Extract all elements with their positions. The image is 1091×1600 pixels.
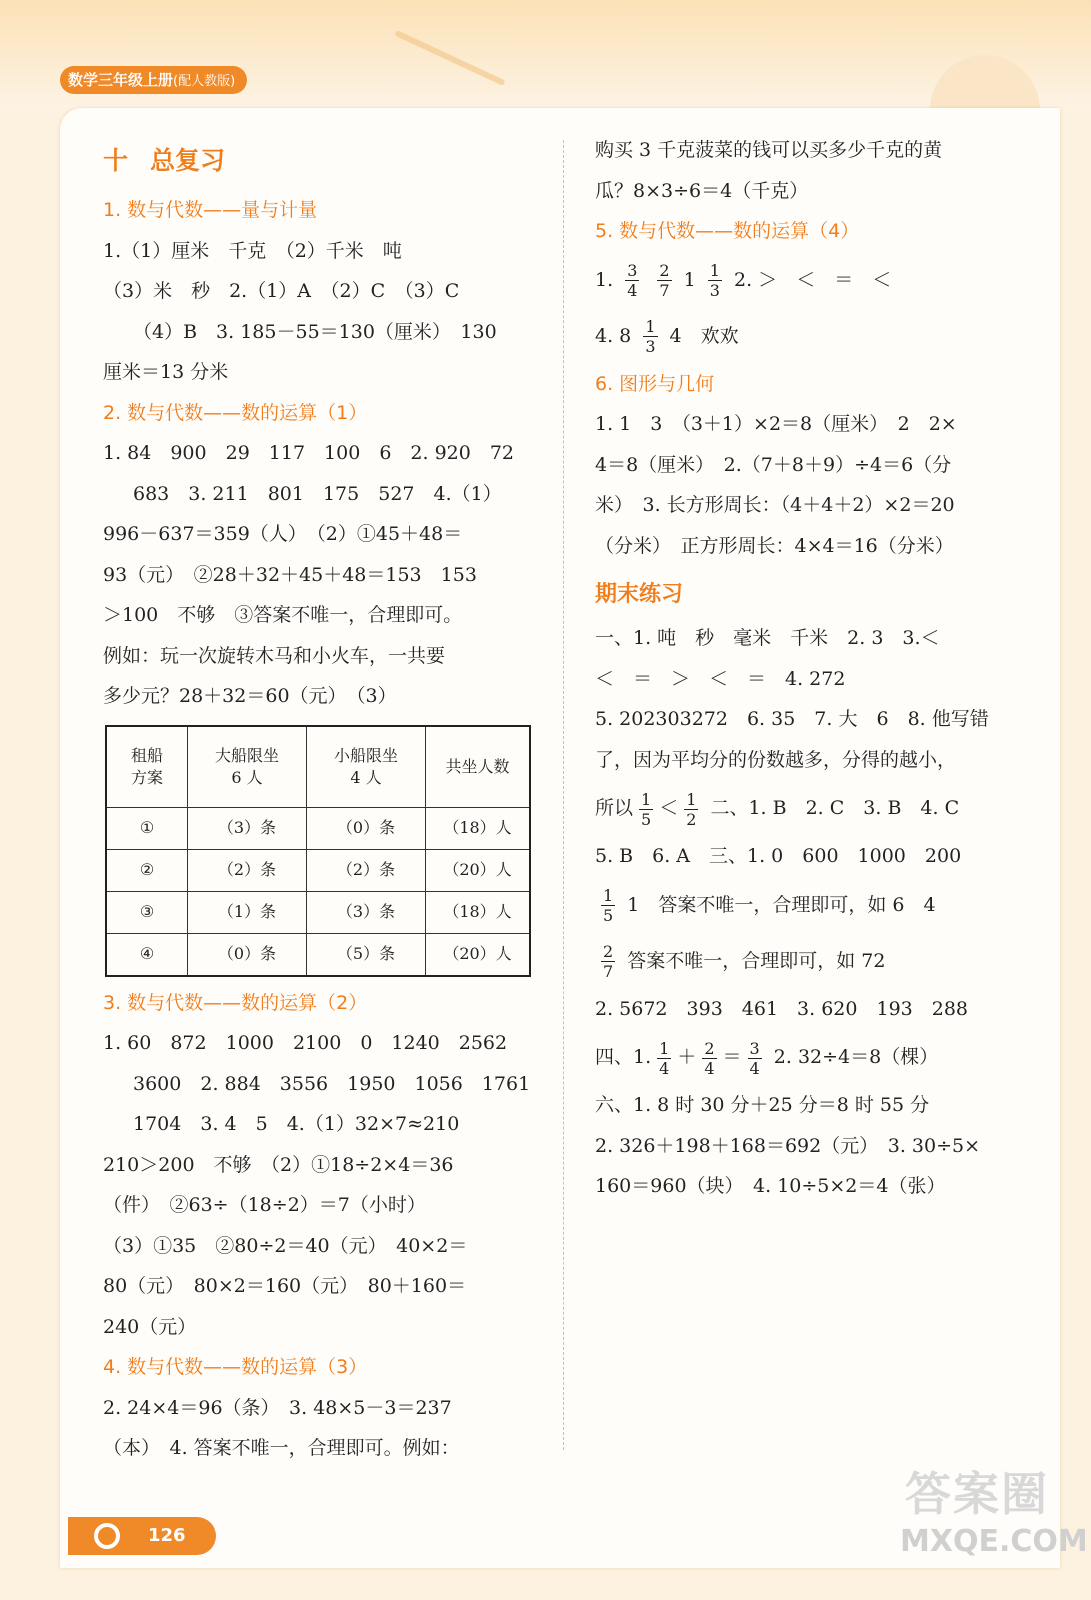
table-cell: （0）条 [188,933,307,976]
chapter-title: 总复习 [150,146,226,175]
fraction: $\frac{1}{5}$ [641,789,652,829]
table-row [106,849,530,891]
answer-line: 例如：玩一次旋转木马和小火车，一共要 [103,644,446,667]
answer-line: （本） 4. 答案不唯一，合理即可。例如： [103,1437,460,1459]
chapter-heading [103,130,533,190]
fraction: $\frac{2}{7}$ [659,261,670,300]
answer-line: 一、1. 吨 秒 毫米 千米 2. 3 3.＜ [595,627,940,649]
section-title: 1. 数与代数——量与计量 [103,199,318,221]
table-cell: （5）条 [307,933,426,976]
table-header-cell: 租船 方案 [106,726,188,808]
page-number: 126 [148,1525,186,1546]
answer-line: 1. $\frac{3}{4}$ $\frac{2}{7}$ 1 $\frac{1}{3}$ 2. ＞ ＜ ＝ ＜ [595,261,892,300]
answer-line: 1. 1 3 （3＋1）×2＝8（厘米） 2 2× [595,413,957,435]
answer-line: 160＝960（块） 4. 10÷5×2＝4（张） [595,1175,946,1197]
answer-line: （3）米 秒 2.（1）A （2）C （3）C [103,280,460,302]
table-cell: （20）人 [426,849,531,891]
fraction: $\frac{3}{4}$ [627,261,638,300]
fraction: $\frac{3}{4}$ [749,1038,760,1078]
table-header-row [106,726,530,808]
left-column [103,130,533,1469]
answer-line: 4＝8（厘米） 2.（7＋8＋9）÷4＝6（分 [595,453,952,476]
book-edition: (配人教版) [173,74,236,89]
table-cell: ② [106,849,188,891]
answer-line: 5. 202303272 6. 35 7. 大 6 8. 他写错 [595,708,989,730]
section-title: 5. 数与代数——数的运算（4） [595,220,860,242]
table-cell: （3）条 [188,807,307,849]
table-cell: （18）人 [426,891,531,933]
table-cell: （0）条 [307,807,426,849]
decorative-stripe [394,30,505,86]
table-cell: （2）条 [307,849,426,891]
answer-line: 购买 3 千克菠菜的钱可以买多少千克的黄 [595,139,943,161]
answer-line: 3600 2. 884 3556 1950 1056 1761 [133,1072,531,1095]
answer-line: ＞100 不够 ③答案不唯一，合理即可。 [103,604,463,626]
answer-line: 996－637＝359（人） （2）①45＋48＝ [103,523,463,545]
fraction: $\frac{2}{4}$ [704,1038,715,1078]
answer-line: 2. 5672 393 461 3. 620 193 288 [595,997,969,1020]
answer-line: 1. 84 900 29 117 100 6 2. 920 72 [103,442,515,464]
table-header-cell: 小船限坐 4 人 [307,726,426,808]
answer-line: （分米） 正方形周长：4×4＝16（分米） [595,534,954,557]
boat-rental-table [105,725,531,977]
watermark-url: MXQE.COM [900,1524,1088,1559]
table-row [106,891,530,933]
chapter-number: 十 [103,146,129,175]
fraction: $\frac{1}{3}$ [645,317,656,356]
answer-line: 了，因为平均分的份数越多，分得的越小， [595,748,957,771]
table-cell: （1）条 [188,891,307,933]
answer-line: 1. 60 872 1000 2100 0 1240 2562 [103,1032,508,1054]
table-row [106,807,530,849]
fraction: $\frac{1}{5}$ [603,886,614,925]
section-title: 2. 数与代数——数的运算（1） [103,401,368,424]
answer-line: 厘米＝13 分米 [103,361,229,383]
answer-line: ＜ ＝ ＞ ＜ ＝ 4. 272 [595,667,846,690]
table-cell: （18）人 [426,807,531,849]
answer-line: 683 3. 211 801 175 527 4.（1） [133,482,502,505]
final-practice-title: 期末练习 [595,582,684,607]
table-cell: ① [106,807,188,849]
book-title-badge [60,66,247,94]
answer-line: $\frac{1}{5}$ 1 答案不唯一，合理即可，如 6 4 [603,886,936,925]
answer-line: （件） ②63÷（18÷2）＝7（小时） [103,1194,426,1216]
answer-line: 5. B 6. A 三、1. 0 600 1000 200 [595,845,962,867]
answer-line: 1.（1）厘米 千克 （2）千米 吨 [103,239,402,262]
section-title: 3. 数与代数——数的运算（2） [103,991,368,1014]
table-header-cell: 大船限坐 6 人 [188,726,307,808]
answer-line: 2. 24×4＝96（条） 3. 48×5－3＝237 [103,1396,452,1419]
answer-line: $\frac{2}{7}$ 答案不唯一，合理即可，如 72 [603,942,886,981]
book-title: 数学三年级上册 [68,71,174,89]
fraction: $\frac{1}{4}$ [659,1038,670,1078]
fraction: $\frac{1}{3}$ [709,261,720,300]
answer-line: 4. 8 $\frac{1}{3}$ 4 欢欢 [595,317,739,356]
table-cell: ④ [106,933,188,976]
page-number-badge [68,1517,216,1555]
column-divider [563,140,564,1450]
answer-line: 六、1. 8 时 30 分＋25 分＝8 时 55 分 [595,1094,930,1116]
right-column [595,130,1025,1207]
answer-line: （3）①35 ②80÷2＝40（元） 40×2＝ [103,1234,468,1257]
answer-line: 所以 $\frac{1}{5}$ ＜ $\frac{1}{2}$ 二、1. B 2. C 3. B 4. C [595,789,960,829]
section-title: 6. 图形与几何 [595,372,715,395]
answer-line: 米） 3. 长方形周长：（4＋4＋2）×2＝20 [595,494,955,516]
fraction: $\frac{2}{7}$ [603,942,614,981]
ring-icon [94,1523,120,1549]
table-row [106,933,530,976]
answer-line: 93（元） ②28＋32＋45＋48＝153 153 [103,563,477,586]
answer-line: 多少元？28＋32＝60（元） （3） [103,685,397,707]
fraction: $\frac{1}{2}$ [686,789,697,829]
watermark-logo: 答案圈 [905,1467,1049,1521]
answer-line: 2. 326＋198＋168＝692（元） 3. 30÷5× [595,1134,981,1157]
table-cell: （20）人 [426,933,531,976]
table-cell: ③ [106,891,188,933]
section-title: 4. 数与代数——数的运算（3） [103,1356,368,1378]
answer-line: 四、1. $\frac{1}{4}$ ＋ $\frac{2}{4}$ ＝ $\frac{3}{4}$ 2. 32÷4＝8（棵） [595,1038,939,1078]
answer-line: 210＞200 不够 （2）①18÷2×4＝36 [103,1153,454,1176]
answer-line: 80（元） 80×2＝160（元） 80＋160＝ [103,1275,467,1297]
answer-line: 1704 3. 4 5 4.（1）32×7≈210 [133,1113,460,1135]
answer-line: 240（元） [103,1315,197,1338]
table-header-cell: 共坐人数 [426,726,531,808]
table-cell: （3）条 [307,891,426,933]
answer-line: 瓜？8×3÷6＝4（千克） [595,179,809,202]
answer-line: （4）B 3. 185－55＝130（厘米） 130 [133,320,497,343]
table-cell: （2）条 [188,849,307,891]
